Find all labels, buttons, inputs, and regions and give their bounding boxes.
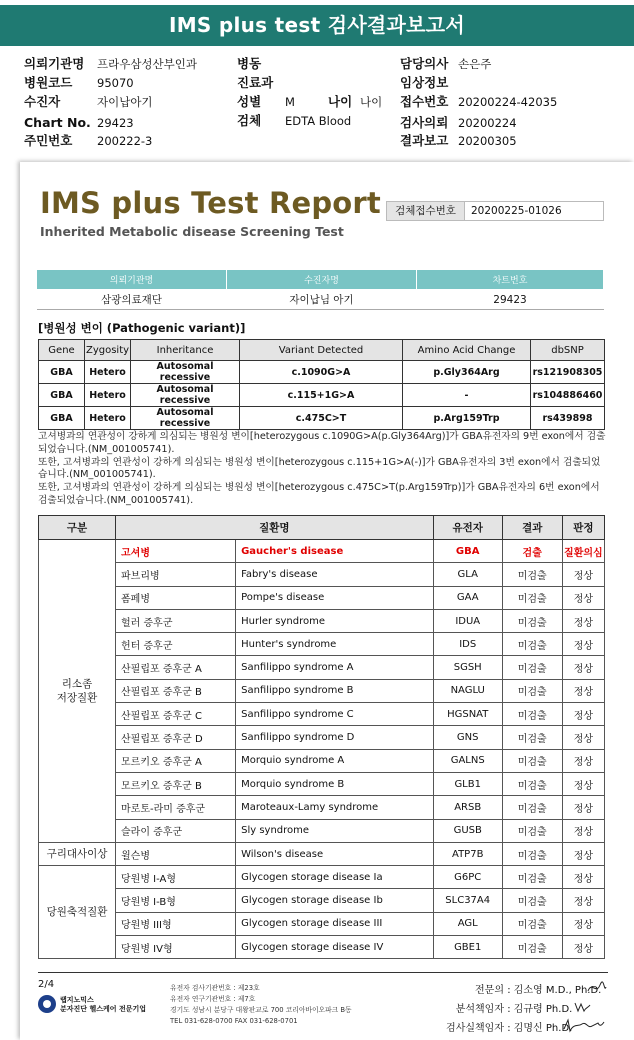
variant-amino: p.Arg159Trp <box>403 407 531 430</box>
requester-chart: 29423 <box>417 290 604 310</box>
age-label: 나이 <box>328 94 353 109</box>
patient-info-block <box>24 55 624 155</box>
disease-judgement: 정상 <box>562 749 604 772</box>
disease-result: 미검출 <box>502 656 562 679</box>
disease-name-ko: 슬라이 증후군 <box>116 819 236 842</box>
disease-name-ko: 폼페병 <box>116 586 236 609</box>
disease-judgement: 정상 <box>562 633 604 656</box>
disease-name-ko: 당원병 III형 <box>116 912 236 935</box>
disease-name-en: Fabry's disease <box>236 563 434 586</box>
requester-org: 삼광의료재단 <box>37 290 227 310</box>
disease-row <box>39 540 605 563</box>
disease-judgement: 정상 <box>562 842 604 865</box>
disease-gene: GAA <box>433 586 502 609</box>
variant-row <box>39 361 605 384</box>
disease-row <box>39 633 605 656</box>
disease-category <box>39 540 116 843</box>
disease-name-ko: 마로토-라미 증후군 <box>116 796 236 819</box>
disease-gene: GALNS <box>433 749 502 772</box>
disease-name-ko: 파브리병 <box>116 563 236 586</box>
disease-name-en: Glycogen storage disease Ib <box>236 889 434 912</box>
disease-row <box>39 749 605 772</box>
result-value: 20200305 <box>458 134 517 148</box>
company-tagline: 분자진단 헬스케어 전문기업 <box>60 1005 147 1013</box>
disease-result: 미검출 <box>502 936 562 959</box>
disease-name-ko: 윌슨병 <box>116 842 236 865</box>
disease-name-ko: 산필립포 증후군 B <box>116 679 236 702</box>
org-label: 의뢰기관명 <box>24 56 85 71</box>
specimen-receipt-box <box>386 201 604 221</box>
dept-label: 진료과 <box>237 75 274 90</box>
specimen-receipt-label: 검체접수번호 <box>387 202 465 220</box>
sample-value: EDTA Blood <box>285 114 352 128</box>
disease-result: 미검출 <box>502 586 562 609</box>
variant-section-label: [병원성 변이 (Pathogenic variant)] <box>38 321 246 335</box>
disease-row <box>39 819 605 842</box>
disease-gene: ARSB <box>433 796 502 819</box>
disease-name-ko: 모르키오 증후군 A <box>116 749 236 772</box>
request-label: 검사의뢰 <box>400 115 449 130</box>
org-value: 프라우삼성산부인과 <box>97 57 197 71</box>
variant-gene: GBA <box>39 407 85 430</box>
disease-result: 미검출 <box>502 796 562 819</box>
disease-name-en: Gaucher's disease <box>236 540 434 563</box>
disease-judgement: 정상 <box>562 936 604 959</box>
disease-name-en: Sanfilippo syndrome B <box>236 679 434 702</box>
variant-header-variant: Variant Detected <box>240 340 403 361</box>
disease-name-ko: 산필립포 증후군 C <box>116 703 236 726</box>
disease-row <box>39 772 605 795</box>
disease-name-en: Morquio syndrome B <box>236 772 434 795</box>
disease-result: 미검출 <box>502 772 562 795</box>
disease-row <box>39 889 605 912</box>
variant-header-gene: Gene <box>39 340 85 361</box>
disease-judgement: 질환의심 <box>562 540 604 563</box>
disease-name-ko: 당원병 I-B형 <box>116 889 236 912</box>
variant-detected: c.115+1G>A <box>240 384 403 407</box>
company-logo-icon <box>38 995 56 1013</box>
variant-detected: c.1090G>A <box>240 361 403 384</box>
patient-label: 수진자 <box>24 94 61 109</box>
disease-judgement: 정상 <box>562 772 604 795</box>
specimen-receipt-value: 20200225-01026 <box>471 205 562 217</box>
doctor-value: 손은주 <box>458 57 492 71</box>
disease-result: 미검출 <box>502 609 562 632</box>
disease-row <box>39 679 605 702</box>
disease-category-label: 당원축적질환 <box>46 906 108 919</box>
disease-result: 미검출 <box>502 889 562 912</box>
address-line: 경기도 성남시 분당구 대왕판교로 700 코리아바이오파크 B동 <box>170 1006 352 1014</box>
disease-name-en: Hurler syndrome <box>236 609 434 632</box>
signer-name: : 김소영 M.D., Ph.D. <box>507 985 602 996</box>
disease-row <box>39 936 605 959</box>
requester-header-org: 의뢰기관명 <box>37 270 227 290</box>
disease-judgement: 정상 <box>562 703 604 726</box>
disease-category-label: 리소좀 저장질환 <box>56 677 98 704</box>
disease-gene: IDUA <box>433 609 502 632</box>
disease-gene: AGL <box>433 912 502 935</box>
disease-gene: GBA <box>433 540 502 563</box>
variant-inheritance: Autosomal recessive <box>131 384 240 407</box>
disease-gene: SLC37A4 <box>433 889 502 912</box>
id-label: 주민번호 <box>24 133 73 148</box>
disease-name-en: Glycogen storage disease Ia <box>236 866 434 889</box>
variant-header-amino: Amino Acid Change <box>403 340 531 361</box>
report-title: IMS plus Test Report <box>40 186 381 220</box>
variant-gene: GBA <box>39 384 85 407</box>
disease-result: 미검출 <box>502 633 562 656</box>
disease-gene: GNS <box>433 726 502 749</box>
disease-row <box>39 866 605 889</box>
disease-category-label: 구리대사이상 <box>46 848 108 860</box>
variant-row <box>39 407 605 430</box>
report-footer <box>38 972 608 1040</box>
disease-judgement: 정상 <box>562 912 604 935</box>
disease-header-result: 결과 <box>502 516 562 540</box>
signer-role: 검사실책임자 <box>446 1023 504 1034</box>
disease-name-en: Hunter's syndrome <box>236 633 434 656</box>
disease-judgement: 정상 <box>562 586 604 609</box>
disease-gene: GBE1 <box>433 936 502 959</box>
age-value: 나이 <box>360 95 383 109</box>
disease-header-category: 구분 <box>39 516 116 540</box>
variant-dbsnp: rs439898 <box>531 407 605 430</box>
disease-gene: GLA <box>433 563 502 586</box>
disease-name-ko: 헐러 증후군 <box>116 609 236 632</box>
result-label: 결과보고 <box>400 133 449 148</box>
code-value: 95070 <box>97 76 134 90</box>
disease-row <box>39 609 605 632</box>
disease-judgement: 정상 <box>562 866 604 889</box>
variant-row <box>39 384 605 407</box>
variant-note: 또한, 고셔병과의 연관성이 강하게 의심되는 병원성 변이[heterozygous c.115+1G>A(-)]가 GBA유전자의 3번 exon에서 검출되었습니다.(NM_001005741). <box>38 456 601 481</box>
disease-judgement: 정상 <box>562 679 604 702</box>
disease-result: 미검출 <box>502 866 562 889</box>
variant-notes <box>38 431 608 508</box>
signer-role: 분석책임자 <box>455 1004 504 1015</box>
variant-note: 또한, 고셔병과의 연관성이 강하게 의심되는 병원성 변이[heterozygous c.475C>T(p.Arg159Trp)]가 GBA유전자의 6번 exon에서 검출되었습니다.(NM_001005741). <box>38 482 600 506</box>
disease-row <box>39 586 605 609</box>
disease-row <box>39 912 605 935</box>
request-value: 20200224 <box>458 116 517 130</box>
disease-name-ko: 산필립포 증후군 A <box>116 656 236 679</box>
report-header-title: IMS plus test 검사결과보고서 <box>0 5 634 46</box>
disease-name-en: Sanfilippo syndrome D <box>236 726 434 749</box>
disease-gene: G6PC <box>433 866 502 889</box>
disease-result: 미검출 <box>502 726 562 749</box>
clinical-label: 임상정보 <box>400 75 449 90</box>
disease-name-en: Wilson's disease <box>236 842 434 865</box>
signer-row <box>442 981 601 1000</box>
disease-name-en: Maroteaux-Lamy syndrome <box>236 796 434 819</box>
disease-name-en: Morquio syndrome A <box>236 749 434 772</box>
receipt-label: 접수번호 <box>400 94 449 109</box>
address-line: 유전자 연구기관번호 : 제7호 <box>170 995 256 1003</box>
sex-label: 성별 <box>237 94 262 109</box>
disease-judgement: 정상 <box>562 889 604 912</box>
company-name: 랩지노믹스 <box>60 996 94 1004</box>
disease-result: 미검출 <box>502 819 562 842</box>
patient-value: 자이납아기 <box>97 95 153 109</box>
disease-row <box>39 842 605 865</box>
disease-name-ko: 헌터 증후군 <box>116 633 236 656</box>
disease-result: 미검출 <box>502 563 562 586</box>
disease-row <box>39 726 605 749</box>
disease-name-ko: 고셔병 <box>116 540 236 563</box>
variant-detected: c.475C>T <box>240 407 403 430</box>
signer-name: : 김규령 Ph.D. <box>507 1004 573 1015</box>
disease-result: 미검출 <box>502 912 562 935</box>
disease-gene: GUSB <box>433 819 502 842</box>
disease-table <box>38 515 605 959</box>
doctor-label: 담당의사 <box>400 56 449 71</box>
requester-table <box>36 269 604 310</box>
disease-category <box>39 842 116 865</box>
variant-dbsnp: rs121908305 <box>531 361 605 384</box>
requester-header-patient: 수진자명 <box>227 270 417 290</box>
disease-result: 미검출 <box>502 749 562 772</box>
variant-amino: - <box>403 384 531 407</box>
signature-mark <box>586 979 608 997</box>
disease-result: 미검출 <box>502 679 562 702</box>
disease-header-name: 질환명 <box>116 516 434 540</box>
disease-row <box>39 563 605 586</box>
signer-role: 전문의 <box>475 985 504 996</box>
disease-result: 미검출 <box>502 842 562 865</box>
requester-header-chart: 차트번호 <box>417 270 604 290</box>
disease-judgement: 정상 <box>562 796 604 819</box>
chart-value: 29423 <box>97 116 134 130</box>
signature-mark <box>562 1017 606 1035</box>
page-number: 2/4 <box>38 979 55 990</box>
disease-category <box>39 866 116 959</box>
disease-row <box>39 703 605 726</box>
disease-judgement: 정상 <box>562 609 604 632</box>
address-line: 유전자 검사기관번호 : 제23호 <box>170 984 260 992</box>
disease-gene: HGSNAT <box>433 703 502 726</box>
disease-gene: ATP7B <box>433 842 502 865</box>
variant-gene: GBA <box>39 361 85 384</box>
variant-zygosity: Hetero <box>85 384 131 407</box>
disease-name-ko: 당원병 I-A형 <box>116 866 236 889</box>
code-label: 병원코드 <box>24 75 73 90</box>
signature-mark <box>572 999 592 1015</box>
disease-gene: SGSH <box>433 656 502 679</box>
disease-name-en: Sanfilippo syndrome C <box>236 703 434 726</box>
variant-zygosity: Hetero <box>85 361 131 384</box>
disease-row <box>39 796 605 819</box>
variant-note: 고셔병과의 연관성이 강하게 의심되는 병원성 변이[heterozygous c.1090G>A(p.Gly364Arg)]가 GBA유전자의 9번 exon에서 검출되었습니다.(NM_001005741). <box>38 431 606 455</box>
receipt-value: 20200224-42035 <box>458 95 558 109</box>
variant-amino: p.Gly364Arg <box>403 361 531 384</box>
address-line: TEL 031-628-0700 FAX 031-628-0701 <box>170 1017 298 1025</box>
disease-name-ko: 산필립포 증후군 D <box>116 726 236 749</box>
variant-inheritance: Autosomal recessive <box>131 361 240 384</box>
company-address <box>170 983 352 1027</box>
sex-value: M <box>285 95 295 109</box>
variant-table <box>38 339 605 430</box>
disease-name-en: Glycogen storage disease IV <box>236 936 434 959</box>
variant-inheritance: Autosomal recessive <box>131 407 240 430</box>
variant-header-zygosity: Zygosity <box>85 340 131 361</box>
disease-result: 검출 <box>502 540 562 563</box>
variant-header-inheritance: Inheritance <box>131 340 240 361</box>
disease-name-ko: 당원병 IV형 <box>116 936 236 959</box>
signer-name: : 김명신 Ph.D. <box>507 1023 573 1034</box>
variant-dbsnp: rs104886460 <box>531 384 605 407</box>
disease-gene: GLB1 <box>433 772 502 795</box>
disease-name-ko: 모르키오 증후군 B <box>116 772 236 795</box>
disease-gene: IDS <box>433 633 502 656</box>
requester-patient: 자이납님 아기 <box>227 290 417 310</box>
disease-judgement: 정상 <box>562 819 604 842</box>
ward-label: 병동 <box>237 56 262 71</box>
sample-label: 검체 <box>237 113 262 128</box>
disease-name-en: Pompe's disease <box>236 586 434 609</box>
disease-name-en: Glycogen storage disease III <box>236 912 434 935</box>
disease-header-gene: 유전자 <box>433 516 502 540</box>
disease-result: 미검출 <box>502 703 562 726</box>
disease-name-en: Sanfilippo syndrome A <box>236 656 434 679</box>
id-value: 200222-3 <box>97 134 153 148</box>
disease-header-judgement: 판정 <box>562 516 604 540</box>
disease-judgement: 정상 <box>562 656 604 679</box>
report-subtitle: Inherited Metabolic disease Screening Test <box>40 224 344 239</box>
disease-judgement: 정상 <box>562 726 604 749</box>
disease-row <box>39 656 605 679</box>
variant-zygosity: Hetero <box>85 407 131 430</box>
variant-header-dbsnp: dbSNP <box>531 340 605 361</box>
disease-judgement: 정상 <box>562 563 604 586</box>
disease-gene: NAGLU <box>433 679 502 702</box>
disease-name-en: Sly syndrome <box>236 819 434 842</box>
chart-label: Chart No. <box>24 115 91 130</box>
